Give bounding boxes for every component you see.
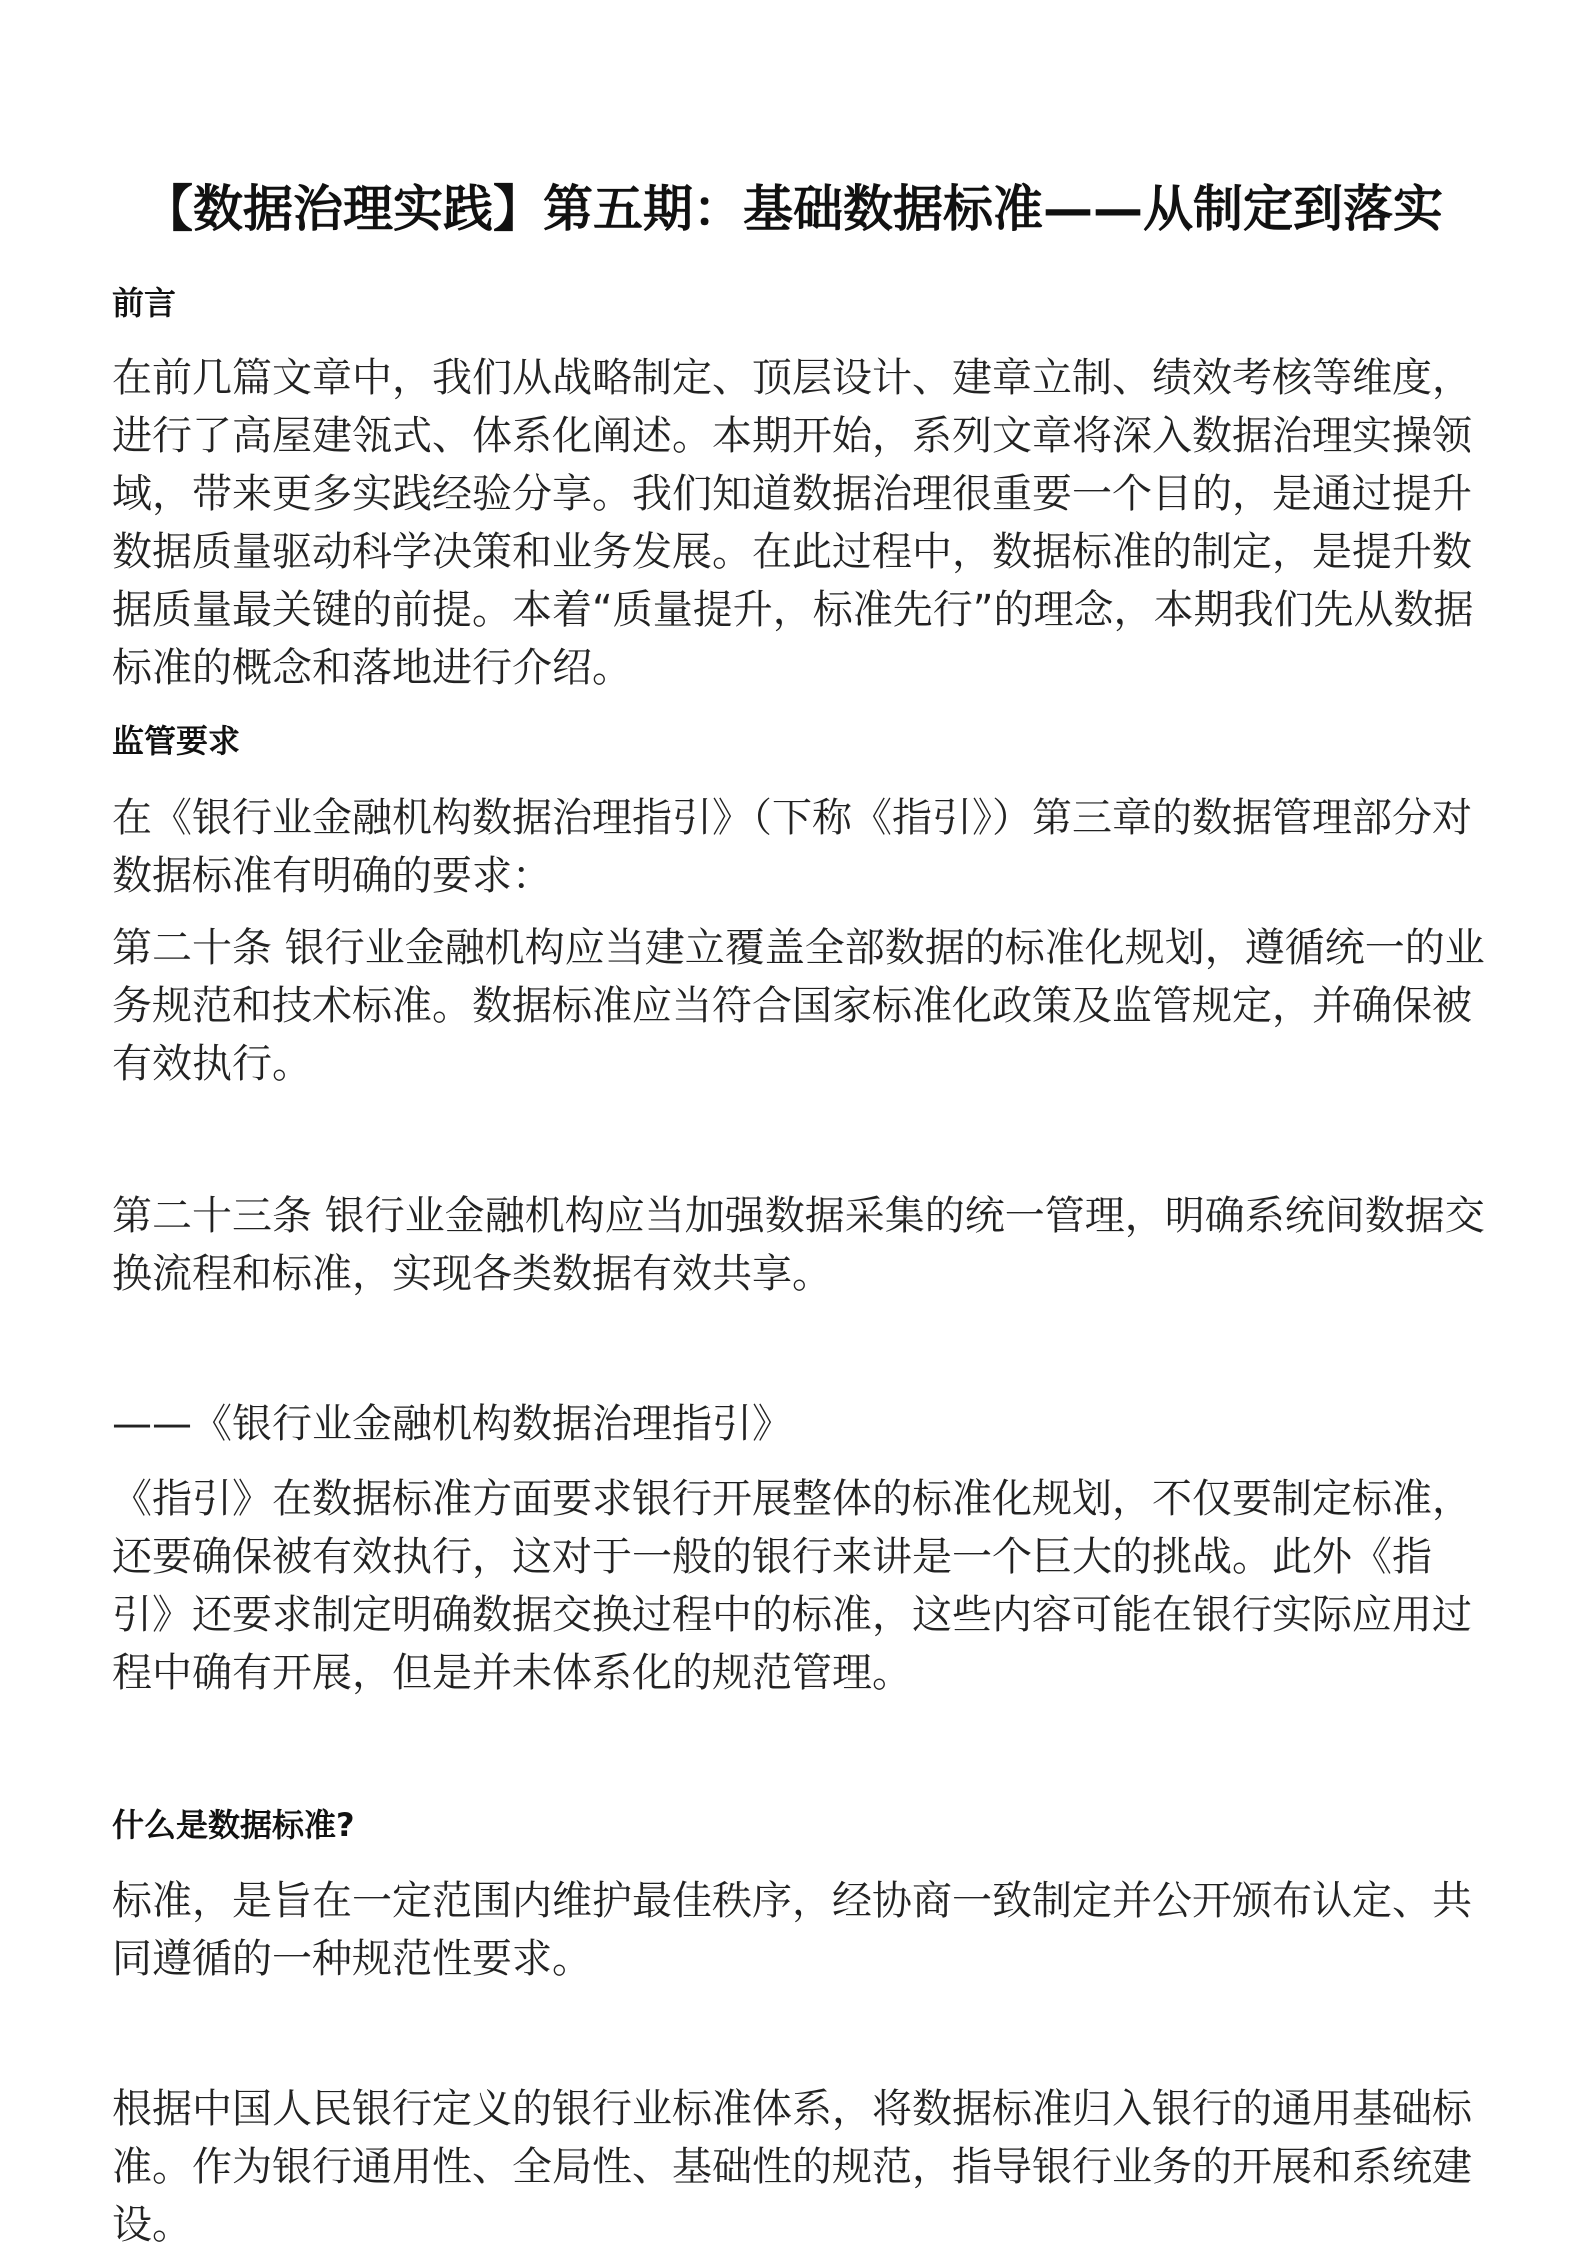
article-23: 第二十三条 银行业金融机构应当加强数据采集的统一管理，明确系统间数据交换流程和标准，实现各类数据有效共享。	[112, 1193, 1485, 1297]
regulation-source: ——《银行业金融机构数据治理指引》	[112, 1401, 792, 1447]
definition-paragraph-1: 标准，是旨在一定范围内维护最佳秩序，经协商一致制定并公开颁布认定、共同遵循的一种规范性要求。	[112, 1878, 1472, 1982]
article-20: 第二十条 银行业金融机构应当建立覆盖全部数据的标准化规划，遵循统一的业务规范和技术标准。数据标准应当符合国家标准化政策及监管规定，并确保被有效执行。	[112, 925, 1485, 1087]
heading-preface: 前言	[112, 284, 177, 322]
regulation-analysis: 《指引》在数据标准方面要求银行开展整体的标准化规划，不仅要制定标准，还要确保被有效执行，这对于一般的银行来讲是一个巨大的挑战。此外《指引》还要求制定明确数据交换过程中的标准，这些内容可能在银行实际应用过程中确有开展，但是并未体系化的规范管理。	[112, 1476, 1472, 1696]
heading-definition: 什么是数据标准?	[112, 1806, 355, 1844]
regulation-intro: 在《银行业金融机构数据治理指引》（下称《指引》）第三章的数据管理部分对数据标准有明确的要求：	[112, 795, 1472, 899]
preface-paragraph: 在前几篇文章中，我们从战略制定、顶层设计、建章立制、绩效考核等维度，进行了高屋建瓴式、体系化阐述。本期开始，系列文章将深入数据治理实操领域，带来更多实践经验分享。我们知道数据治理很重要一个目的，是通过提升数据质量驱动科学决策和业务发展。在此过程中，数据标准的制定，是提升数据质量最关键的前提。本着“质量提升，标准先行”的理念，本期我们先从数据标准的概念和落地进行介绍。	[112, 355, 1474, 691]
heading-regulation: 监管要求	[112, 722, 241, 760]
article-title: 【数据治理实践】第五期：基础数据标准——从制定到落实	[143, 180, 1443, 238]
definition-paragraph-2: 根据中国人民银行定义的银行业标准体系，将数据标准归入银行的通用基础标准。作为银行通用性、全局性、基础性的规范，指导银行业务的开展和系统建设。	[112, 2086, 1472, 2248]
